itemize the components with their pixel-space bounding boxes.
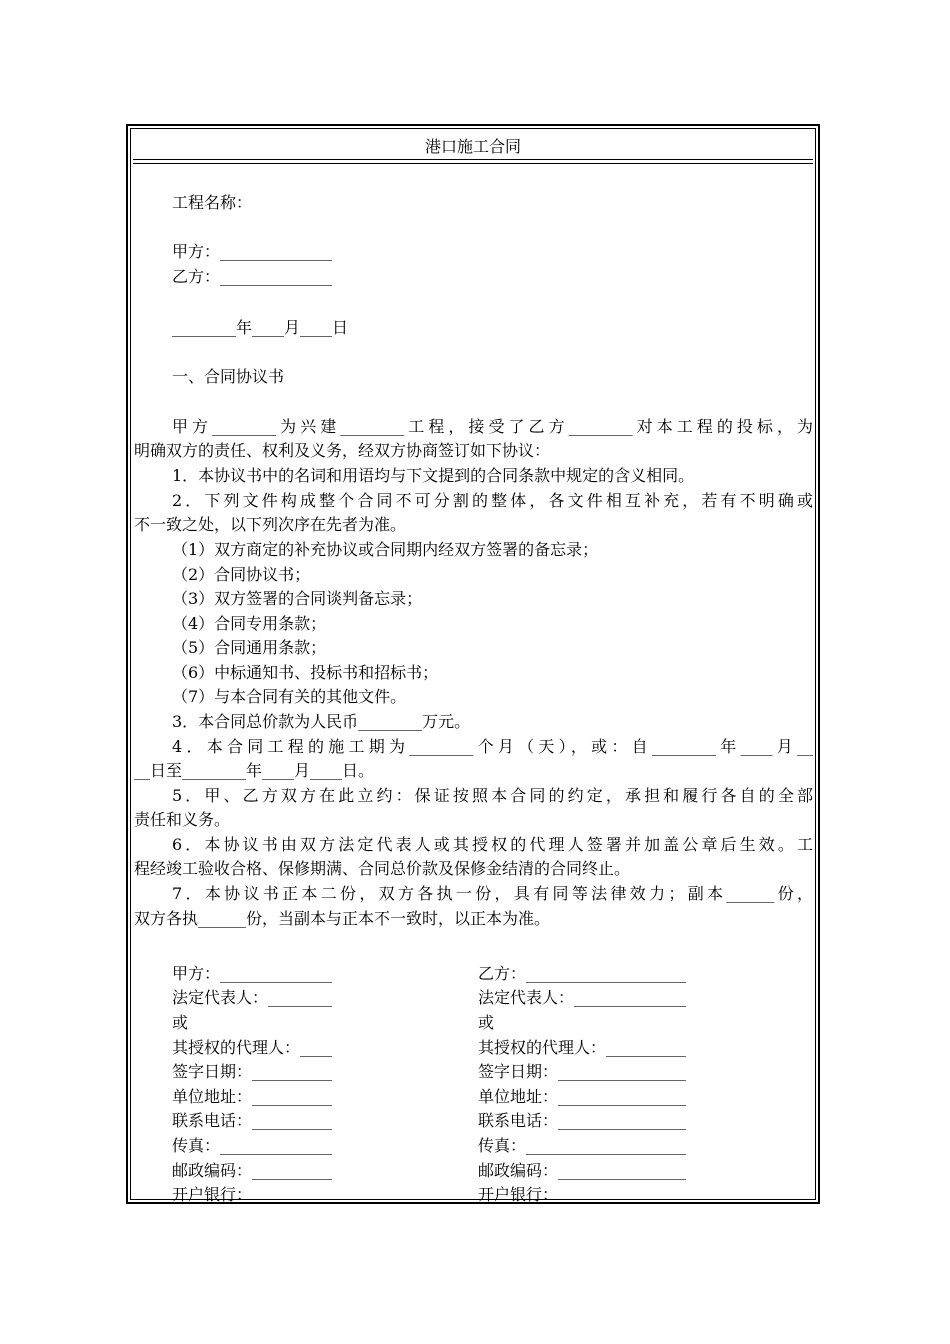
signature-left-line: 其授权的代理人：____ — [172, 1038, 333, 1057]
body-line: __日至________年____月____日。 — [134, 761, 375, 780]
signature-right-line: 乙方：____________________ — [478, 964, 687, 983]
body-line: 甲方________为兴建________工程，接受了乙方________对本工程的投标，为 — [172, 417, 813, 436]
body-line: （4）合同专用条款； — [172, 614, 327, 633]
signature-right-line: 单位地址：________________ — [478, 1087, 687, 1106]
body-line: （6）中标通知书、投标书和招标书； — [172, 663, 439, 682]
signature-left-line: 开户银行：__________ — [172, 1185, 333, 1204]
signature-right-line: 签字日期：________________ — [478, 1062, 687, 1081]
project-name-line: 工程名称： — [172, 193, 253, 212]
signature-right-line: 法定代表人：______________ — [478, 988, 687, 1007]
signature-left-line: 传真：______________ — [172, 1136, 333, 1155]
signature-right-line: 其授权的代理人：__________ — [478, 1038, 687, 1057]
body-line: 6．本协议书由双方法定代表人或其授权的代理人签署并加盖公章后生效。工 — [172, 835, 813, 854]
body-line: 2．下列文件构成整个合同不可分割的整体，各文件相互补充，若有不明确或 — [172, 491, 813, 510]
signature-right-line: 联系电话：________________ — [478, 1111, 687, 1130]
body-line: （1）双方商定的补充协议或合同期内经双方签署的备忘录； — [172, 540, 599, 559]
body-line: （3）双方签署的合同谈判备忘录； — [172, 589, 423, 608]
body-line: 程经竣工验收合格、保修期满、合同总价款及保修金结清的合同终止。 — [134, 859, 631, 878]
body-line: （5）合同通用条款； — [172, 638, 327, 657]
signature-right-line: 或 — [478, 1013, 495, 1032]
section-heading: 一、合同协议书 — [172, 367, 285, 386]
body-line: 明确双方的责任、权利及义务，经双方协商签订如下协议： — [134, 441, 551, 460]
document-frame-inner — [130, 128, 816, 1204]
body-line: 7．本协议书正本二份，双方各执一份，具有同等法律效力；副本______份， — [172, 884, 813, 903]
body-line: 1．本协议书中的名词和用语均与下文提到的合同条款中规定的含义相同。 — [172, 466, 695, 485]
signature-left-line: 或 — [172, 1013, 189, 1032]
body-line: 不一致之处，以下列次序在先者为准。 — [134, 515, 407, 534]
body-line: （2）合同协议书； — [172, 565, 311, 584]
document-title: 港口施工合同 — [424, 137, 521, 156]
signature-left-line: 联系电话：__________ — [172, 1111, 333, 1130]
signature-left-line: 甲方：______________ — [172, 964, 333, 983]
date-line: ________年____月____日 — [172, 318, 349, 337]
document-frame — [126, 124, 820, 1204]
body-line: 4．本合同工程的施工期为________个月（天），或：自________年____月__ — [172, 737, 813, 756]
body-line: 双方各执______份，当副本与正本不一致时，以正本为准。 — [134, 909, 551, 928]
body-line: （7）与本合同有关的其他文件。 — [172, 687, 407, 706]
body-line: 5．甲、乙方双方在此立约：保证按照本合同的约定，承担和履行各自的全部 — [172, 786, 813, 805]
signature-right-line: 开户银行：________________ — [478, 1185, 687, 1204]
signature-left-line: 法定代表人：________ — [172, 988, 333, 1007]
signature-left-line: 单位地址：__________ — [172, 1087, 333, 1106]
signature-right-line: 传真：____________________ — [478, 1136, 687, 1155]
party-b-line: 乙方：______________ — [172, 267, 333, 286]
signature-right-line: 邮政编码：________________ — [478, 1161, 687, 1180]
body-line: 责任和义务。 — [134, 810, 231, 829]
party-a-line: 甲方：______________ — [172, 242, 333, 261]
title-divider — [133, 159, 813, 164]
signature-left-line: 邮政编码：__________ — [172, 1161, 333, 1180]
body-line: 3．本合同总价款为人民币________万元。 — [172, 712, 471, 731]
signature-left-line: 签字日期：__________ — [172, 1062, 333, 1081]
